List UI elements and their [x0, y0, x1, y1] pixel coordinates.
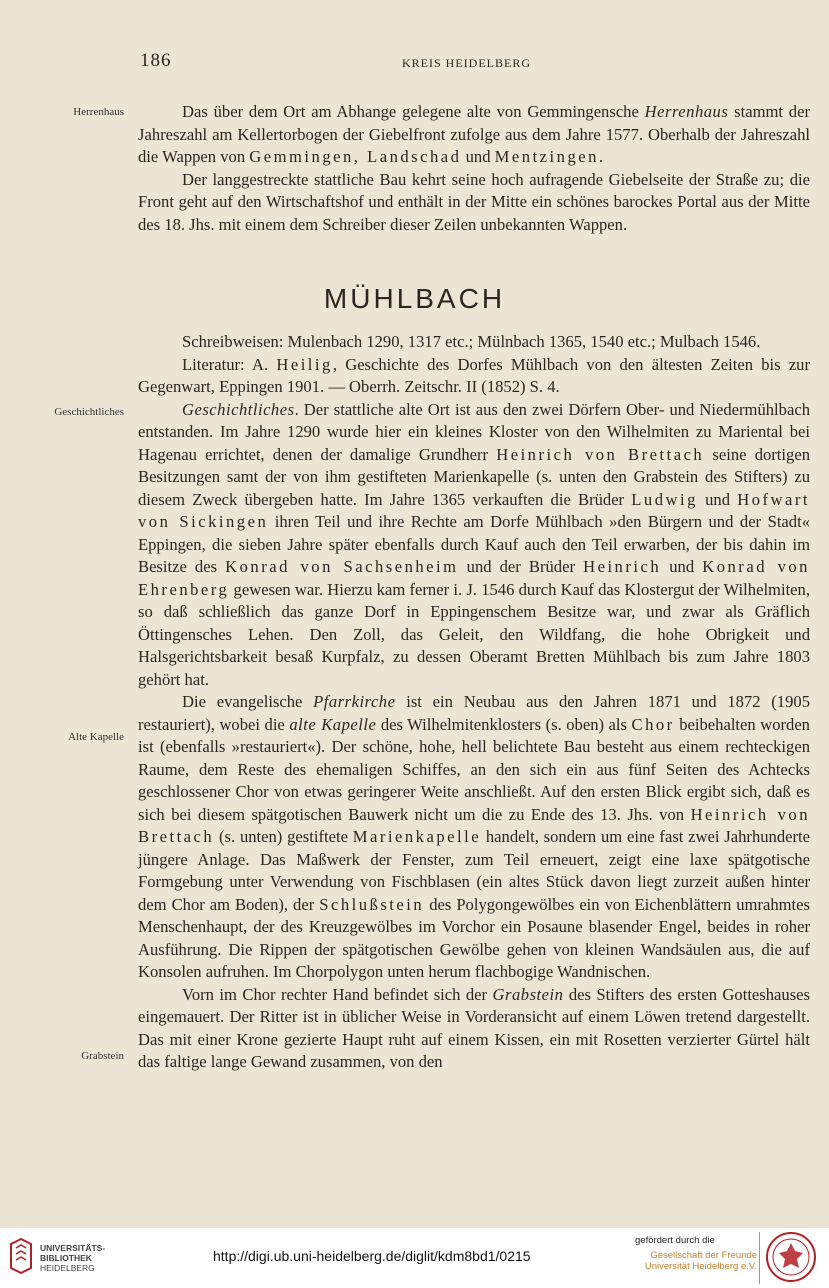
section-text	[138, 331, 810, 1074]
paragraph-grabstein: Vorn im Chor rechter Hand befindet sich der Grabstein des Stifters des ersten Gotteshauses eingemauert. Der Ritter ist in üblicher Weise in Vorderansicht auf einem Löwen tretend dargestellt. Das mit einer Krone gezierte Haupt ruht auf einem Kissen, ein mit Rosetten verzierter Gürtel hält das faltige lange Gewand zusammen, von den	[138, 984, 810, 1071]
sponsored-by-label: gefördert durch die	[635, 1235, 715, 1246]
paragraph-schreibweisen: Schreibweisen: Mulenbach 1290, 1317 etc.; Mülnbach 1365, 1540 etc.; Mulbach 1546.	[182, 332, 761, 351]
footer-bar	[0, 1228, 829, 1288]
university-library-logo-icon	[8, 1238, 34, 1274]
section-title: MÜHLBACH	[323, 283, 506, 314]
paragraph-herrenhaus: Das über dem Ort am Abhange gelegene alte von Gemmingensche Herrenhaus stammt der Jahreszahl am Kellertorbogen der Giebelfront zufolge aus dem Jahre 1577. Oberhalb der Jahreszahl die Wappen von Gemmingen, Landschad und Mentzingen.	[138, 102, 810, 166]
margin-note-grabstein: Grabstein	[81, 1050, 124, 1062]
library-name: UNIVERSITÄTS- BIBLIOTHEK HEIDELBERG	[40, 1243, 106, 1273]
permalink[interactable]: http://digi.ub.uni-heidelberg.de/diglit/kdm8bd1/0215	[213, 1248, 531, 1264]
page-number: 186	[140, 50, 172, 71]
margin-note-geschichtliches: Geschichtliches	[54, 406, 124, 418]
paragraph-kapelle: Die evangelische Pfarrkirche ist ein Neubau aus den Jahren 1871 und 1872 (1905 restauriert), wobei die alte Kapelle des Wilhelmitenklosters (s. oben) als Chor beibehalten worden ist (ebenfalls »restauriert«). Der schöne, hohe, hell belichtete Bau besteht aus einem rechteckigen Raume, dem Reste des ehemaligen Schiffes, an den sich ein aus fünf Seiten des Achtecks geschlossener Chor von etwas geringerer Weite anschließt. Auf den ersten Blick ergibt sich, daß es sich bei diesem spätgotischen Bauwerk nicht um die zu Ende des 13. Jhs. von Heinrich von Brettach (s. unten) gestiftete Marienkapelle handelt, sondern um eine fast zwei Jahrhunderte jüngere Anlage. Das Maßwerk der Fenster, zum Teil erneuert, zeigt eine laxe spätgotische Formgebung unter Verwendung von Fischblasen (ein altes Stück davon liegt zurzeit außen hinter dem Chor am Boden), der Schlußstein des Polygongewölbes ein von Eichenblättern umrahmtes Menschenhaupt, der des Kreuzgewölbes im Vorchor ein Posaune blasender Engel, beides in roher Ausführung. Die Rippen der spätgotischen Gewölbe gehen von kleinen Wandsäulen aus, die auf Konsolen aufruhen. Im Chorpolygon unten herum flachbogige Wandnischen.	[138, 692, 811, 981]
paragraph-geschichtliches: Geschichtliches. Der stattliche alte Ort ist aus den zwei Dörfern Ober- und Niedermühlbach entstanden. Im Jahre 1290 wurde hier ein kleines Kloster von den Wilhelmiten zu Mariental bei Hagenau errichtet, denen der damalige Grundherr Heinrich von Brettach seine dortigen Besitzungen samt der von ihm gestifteten Marienkapelle (s. unten den Grabstein des Stifters) zu diesem Zweck übergeben hatte. Im Jahre 1365 verkauften die Brüder Ludwig und Hofwart von Sickingen ihren Teil und ihre Rechte am Dorfe Mühlbach »den Bürgern und der Stadt« Eppingen, die sieben Jahre später ebenfalls durch Kauf auch den Teil erwarben, der bis dahin im Besitze des Konrad von Sachsenheim und der Brüder Heinrich und Konrad von Ehrenberg gewesen war. Hierzu kam ferner i. J. 1546 durch Kauf das Klostergut der Wilhelmiten, so daß schließlich das ganze Dorf in Eppingenschem Besitze war, und zwar als Gräflich Öttingensches Lehen. Den Zoll, das Geleit, den Wildfang, die hohe Obrigkeit und Halsgerichtsbarkeit besaß Kurpfalz, zu dessen Oberamt Bretten Mühlbach bis zum Jahre 1803 gehört hat.	[138, 399, 811, 689]
running-title: KREIS HEIDELBERG	[402, 56, 531, 70]
sponsor-name: Gesellschaft der Freunde Universität Heidelberg e.V.	[644, 1250, 757, 1272]
margin-note-herrenhaus: Herrenhaus	[73, 106, 124, 118]
paragraph-bau: Der langgestreckte stattliche Bau kehrt seine hoch aufragende Giebelseite der Straße zu; die Front geht auf den Wirtschaftshof und enthält in der Mitte ein schönes barockes Portal aus der Mitte des 18. Jhs. mit einem dem Schreiber dieser Zeilen unbekannten Wappen.	[138, 169, 810, 234]
paragraph-literatur: Literatur: A. Heilig, Geschichte des Dorfes Mühlbach von den ältesten Zeiten bis zur Gegenwart, Eppingen 1901. — Oberrh. Zeitschr. II (1852) S. 4.	[138, 354, 811, 396]
university-seal-icon	[765, 1231, 817, 1283]
intro-text	[138, 101, 810, 236]
footer-divider	[759, 1232, 760, 1284]
sponsor-block	[635, 1235, 757, 1272]
margin-note-alte-kapelle: Alte Kapelle	[68, 731, 124, 743]
